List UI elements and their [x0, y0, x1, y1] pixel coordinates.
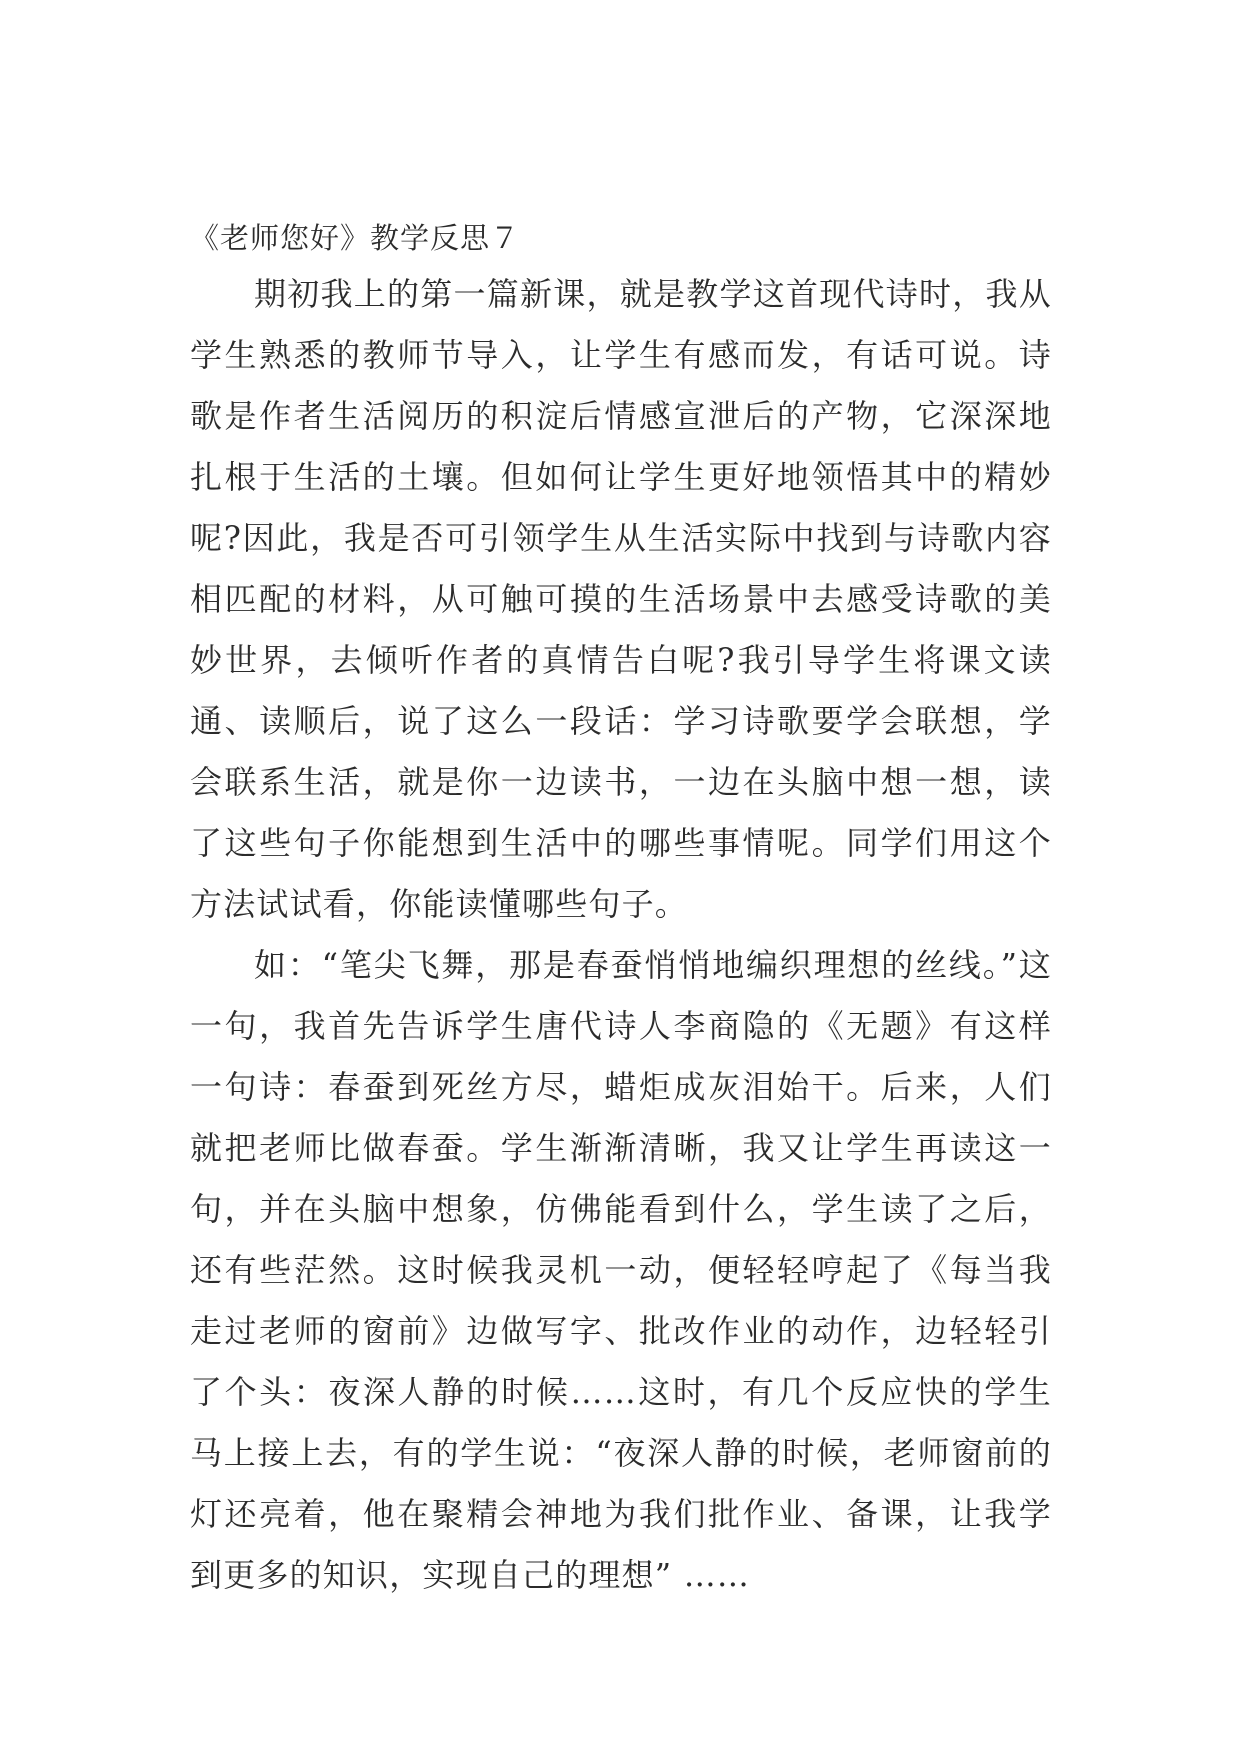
document-title: 《老师您好》教学反思７ — [190, 221, 521, 255]
document-body — [190, 218, 1052, 1606]
paragraph-1: 期初我上的第一篇新课，就是教学这首现代诗时，我从学生熟悉的教师节导入，让学生有感而发，有话可说。诗歌是作者生活阅历的积淀后情感宣泄后的产物，它深深地扎根于生活的土壤。但如何让学生更好地领悟其中的精妙呢?因此，我是否可引领学生从生活实际中找到与诗歌内容相匹配的材料，从可触可摸的生活场景中去感受诗歌的美妙世界，去倾听作者的真情告白呢?我引导学生将课文读通、读顺后，说了这么一段话：学习诗歌要学会联想，学会联系生活，就是你一边读书，一边在头脑中想一想，读了这些句子你能想到生活中的哪些事情呢。同学们用这个方法试试看，你能读懂哪些句子。 — [190, 275, 1052, 923]
paragraph-2: 如：“笔尖飞舞，那是春蚕悄悄地编织理想的丝线。”这一句，我首先告诉学生唐代诗人李商隐的《无题》有这样一句诗：春蚕到死丝方尽，蜡炬成灰泪始干。后来，人们就把老师比做春蚕。学生渐渐清晰，我又让学生再读这一句，并在头脑中想象，仿佛能看到什么，学生读了之后，还有些茫然。这时候我灵机一动，便轻轻哼起了《每当我走过老师的窗前》边做写字、批改作业的动作，边轻轻引了个头：夜深人静的时候……这时，有几个反应快的学生马上接上去，有的学生说：“夜深人静的时候，老师窗前的灯还亮着，他在聚精会神地为我们批作业、备课，让我学到更多的知识，实现自己的理想” …… — [190, 946, 1052, 1594]
